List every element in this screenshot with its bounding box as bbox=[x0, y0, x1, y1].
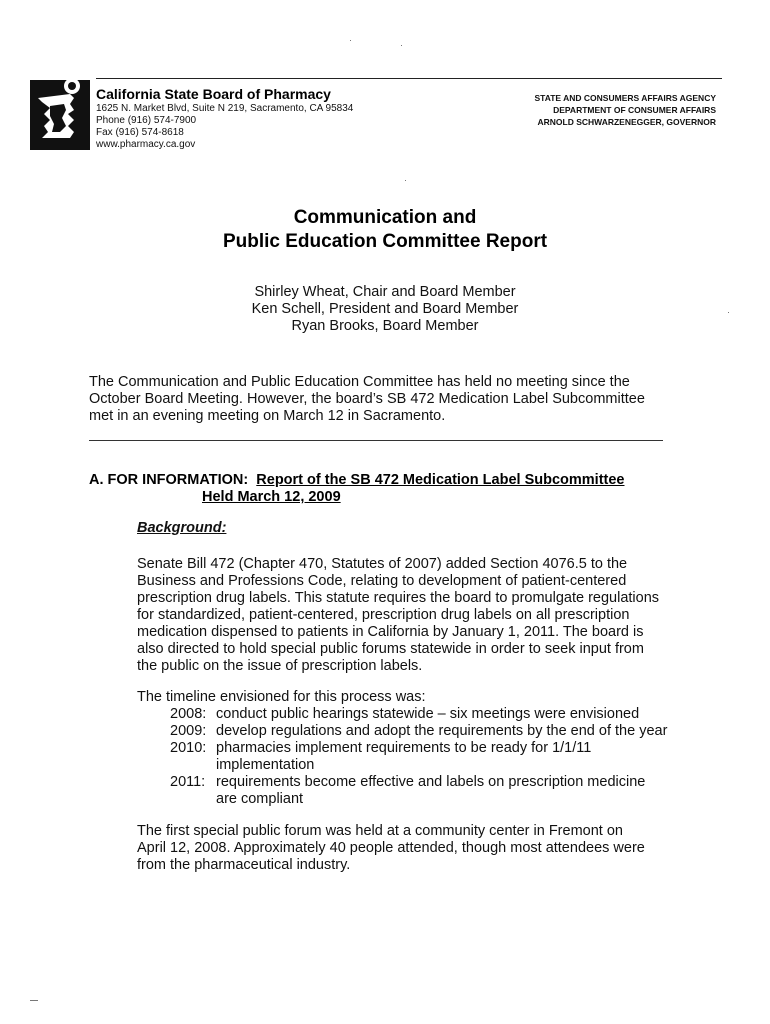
intro-line: October Board Meeting. However, the board’s SB 472 Medication Label Subcommittee bbox=[89, 391, 645, 407]
org-name: California State Board of Pharmacy bbox=[96, 86, 331, 102]
background-line: also directed to hold special public forums statewide in order to seek input from bbox=[137, 641, 644, 657]
timeline-year: 2009: bbox=[170, 723, 207, 739]
timeline-text: conduct public hearings statewide – six meetings were envisioned bbox=[216, 706, 640, 722]
timeline-item bbox=[170, 740, 591, 757]
forum-line: from the pharmaceutical industry. bbox=[137, 857, 351, 873]
member-president: Ken Schell, President and Board Member bbox=[251, 301, 519, 317]
forum-line: April 12, 2008. Approximately 40 people attended, though most attendees were bbox=[137, 840, 645, 856]
agency-block bbox=[456, 92, 716, 128]
timeline-year: 2008: bbox=[170, 706, 207, 722]
timeline-year: 2010: bbox=[170, 740, 207, 756]
org-website: www.pharmacy.ca.gov bbox=[96, 139, 196, 150]
scan-speck bbox=[30, 1000, 38, 1001]
timeline-text: develop regulations and adopt the requirements by the end of the year bbox=[216, 723, 668, 739]
timeline-text: pharmacies implement requirements to be ready for 1/1/11 bbox=[216, 740, 592, 756]
agency-line: STATE AND CONSUMERS AFFAIRS AGENCY bbox=[534, 93, 716, 103]
org-fax: Fax (916) 574-8618 bbox=[96, 127, 184, 138]
scan-speck bbox=[350, 40, 351, 41]
letterhead-rule bbox=[96, 78, 722, 79]
scan-speck bbox=[728, 312, 729, 313]
timeline-item bbox=[170, 774, 645, 791]
timeline-text-continued: implementation bbox=[216, 757, 315, 773]
scan-speck bbox=[401, 45, 402, 46]
background-line: medication dispensed to patients in California by January 1, 2011. The board is bbox=[137, 624, 644, 640]
board-of-pharmacy-logo-icon bbox=[30, 76, 90, 150]
forum-line: The first special public forum was held at a community center in Fremont on bbox=[137, 823, 623, 839]
report-title-line-1: Communication and bbox=[293, 207, 477, 228]
background-line: for standardized, patient-centered, prescription drug labels on all prescription bbox=[137, 607, 630, 623]
timeline-text: requirements become effective and labels on prescription medicine bbox=[216, 774, 646, 790]
background-line: Senate Bill 472 (Chapter 470, Statutes of 2007) added Section 4076.5 to the bbox=[137, 556, 628, 572]
org-phone: Phone (916) 574-7900 bbox=[96, 115, 197, 126]
section-divider bbox=[89, 440, 663, 441]
timeline-item bbox=[170, 723, 667, 740]
background-line: prescription drug labels. This statute requires the board to promulgate regulations bbox=[137, 590, 660, 606]
report-title-line-2: Public Education Committee Report bbox=[222, 231, 548, 252]
section-a-heading bbox=[89, 472, 624, 489]
governor-line: ARNOLD SCHWARZENEGGER, GOVERNOR bbox=[537, 117, 716, 127]
org-contact-block bbox=[96, 103, 396, 151]
member-chair: Shirley Wheat, Chair and Board Member bbox=[254, 284, 516, 300]
background-heading: Background: bbox=[137, 520, 227, 536]
department-line: DEPARTMENT OF CONSUMER AFFAIRS bbox=[553, 105, 716, 115]
background-line: Business and Professions Code, relating to development of patient-centered bbox=[137, 573, 627, 589]
background-paragraph bbox=[137, 556, 659, 675]
intro-line: The Communication and Public Education Committee has held no meeting since the bbox=[89, 374, 630, 390]
intro-paragraph bbox=[89, 374, 645, 425]
org-address: 1625 N. Market Blvd, Suite N 219, Sacramento, CA 95834 bbox=[96, 103, 354, 114]
section-a-title-line-1: Report of the SB 472 Medication Label Subcommittee bbox=[256, 472, 625, 488]
scan-speck bbox=[405, 180, 406, 181]
section-a-label: A. FOR INFORMATION: bbox=[89, 472, 249, 488]
intro-line: met in an evening meeting on March 12 in Sacramento. bbox=[89, 408, 446, 424]
timeline-year: 2011: bbox=[170, 774, 206, 790]
timeline-item bbox=[170, 706, 639, 723]
timeline-text-continued: are compliant bbox=[216, 791, 304, 807]
section-a-title-line-2: Held March 12, 2009 bbox=[202, 489, 341, 505]
timeline-intro: The timeline envisioned for this process was: bbox=[137, 689, 426, 705]
member-board: Ryan Brooks, Board Member bbox=[291, 318, 479, 334]
forum-paragraph bbox=[137, 823, 645, 874]
background-line: the public on the issue of prescription labels. bbox=[137, 658, 423, 674]
